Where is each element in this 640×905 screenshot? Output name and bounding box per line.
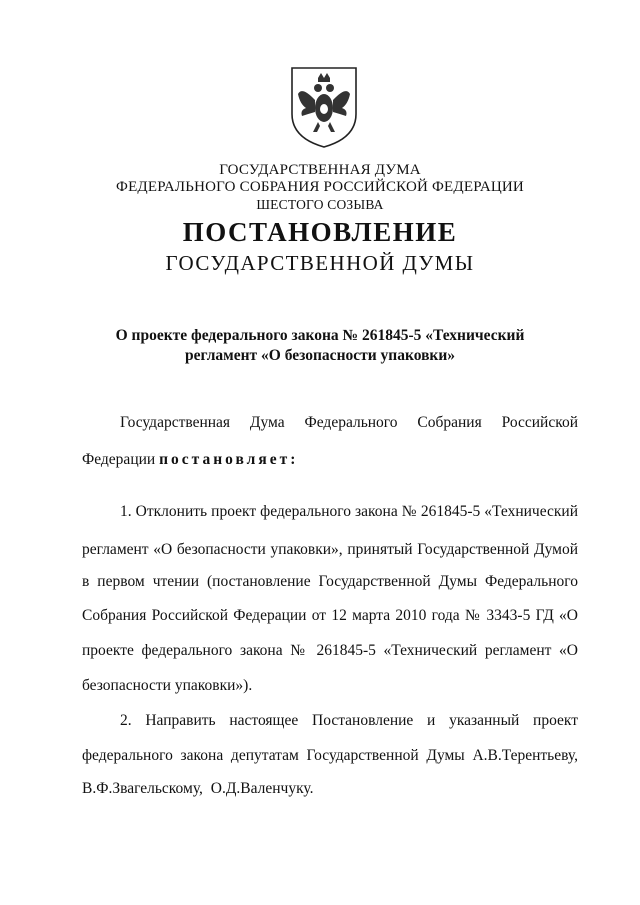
para2-line1: 2. Направить настоящее Постановление и указанный проект (120, 712, 578, 729)
para1-line6: безопасности упаковки»). (82, 677, 253, 694)
para2-line2: федерального закона депутатам Государственной Думы А.В.Терентьеву, (82, 747, 578, 764)
resolves-keyword: постановляет: (159, 451, 299, 468)
intro-prefix: Федерации (82, 451, 160, 468)
para2-line3: В.Ф.Звагельскому, О.Д.Валенчуку. (82, 780, 314, 797)
org-name-line2: ФЕДЕРАЛЬНОГО СОБРАНИЯ РОССИЙСКОЙ ФЕДЕРАЦИИ (116, 179, 524, 195)
convocation: ШЕСТОГО СОЗЫВА (256, 197, 384, 212)
intro-line2 (82, 450, 578, 470)
subject-line2: регламент «О безопасности упаковки» (184, 347, 456, 364)
subject-line1: О проекте федерального закона № 261845-5 «Технический (115, 327, 525, 344)
org-name-line1: ГОСУДАРСТВЕННАЯ ДУМА (219, 162, 421, 178)
coat-of-arms-emblem (288, 64, 360, 150)
document-subtitle: ГОСУДАРСТВЕННОЙ ДУМЫ (165, 251, 475, 275)
para1-line1: 1. Отклонить проект федерального закона № 261845-5 «Технический (120, 503, 578, 520)
intro-line1: Государственная Дума Федерального Собрания Российской (120, 414, 578, 431)
para1-line5: проекте федерального закона № 261845-5 «Технический регламент «О (82, 642, 578, 659)
document-title: ПОСТАНОВЛЕНИЕ (182, 217, 458, 247)
para1-line2: регламент «О безопасности упаковки», принятый Государственной Думой (82, 541, 578, 558)
para1-line3: в первом чтении (постановление Государственной Думы Федерального (82, 573, 578, 590)
para1-line4: Собрания Российской Федерации от 12 марта 2010 года № 3343-5 ГД «О (82, 607, 578, 624)
